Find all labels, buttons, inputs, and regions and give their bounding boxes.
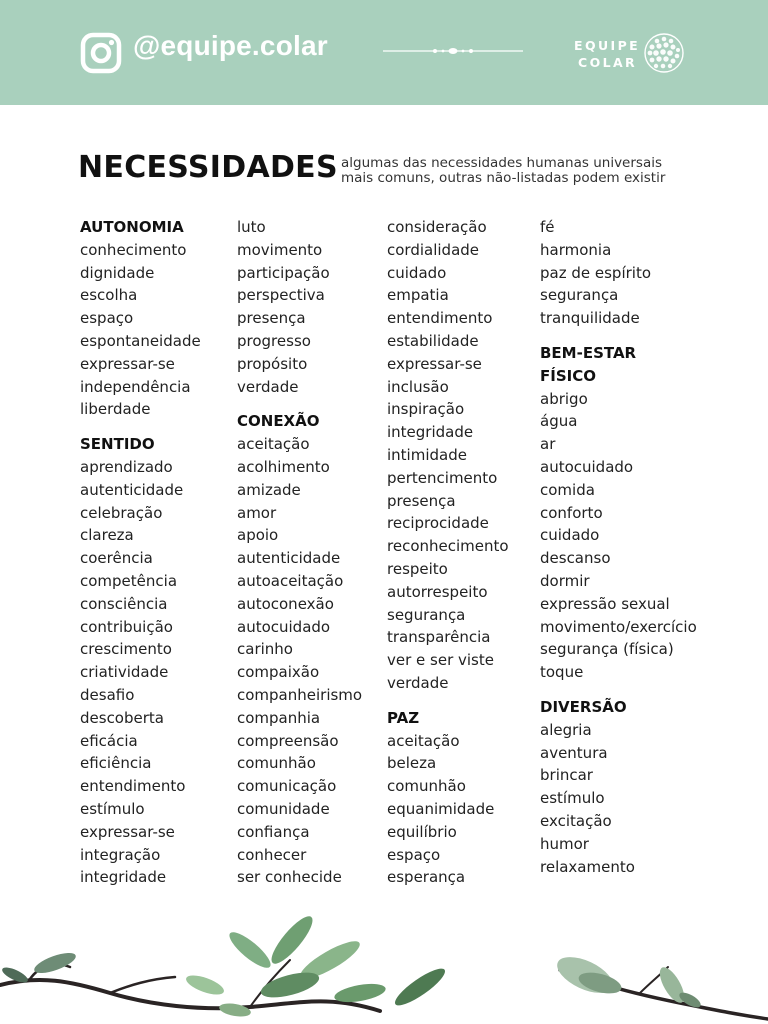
need-item: eficiência	[80, 754, 152, 773]
need-item: excitação	[540, 811, 612, 830]
need-item: fé	[540, 218, 555, 236]
needs-column-3	[387, 216, 509, 889]
subtitle-line-1: algumas das necessidades humanas universais	[341, 155, 663, 171]
foliage-decoration	[0, 915, 768, 1024]
need-item: integridade	[80, 868, 167, 887]
need-item: reconhecimento	[387, 537, 509, 556]
need-item: companheirismo	[237, 685, 363, 704]
need-item: descoberta	[80, 708, 164, 727]
need-item: pertencimento	[387, 468, 498, 487]
need-item: harmonia	[540, 240, 612, 259]
need-item: celebração	[80, 503, 163, 522]
need-item: dormir	[540, 571, 590, 590]
need-item: perspectiva	[237, 286, 325, 305]
need-item: compaixão	[237, 663, 320, 682]
need-item: verdade	[237, 377, 299, 396]
ornament-divider-icon	[383, 44, 523, 58]
need-item: comida	[540, 480, 595, 499]
need-item: crescimento	[80, 640, 172, 659]
need-item: companhia	[237, 708, 321, 727]
need-item: espaço	[387, 845, 441, 864]
need-item: escolha	[80, 286, 138, 305]
needs-column-4	[540, 216, 697, 878]
need-item: integração	[80, 845, 161, 864]
need-item: segurança (física)	[540, 640, 674, 659]
need-item: compreensão	[237, 731, 339, 750]
need-item: alegria	[540, 720, 592, 739]
need-item: expressar-se	[387, 354, 482, 373]
need-item: clareza	[80, 526, 134, 545]
section-title-autonomia: AUTONOMIA	[80, 218, 184, 236]
need-item: verdade	[387, 673, 449, 692]
header-band	[0, 0, 768, 105]
need-item: competência	[80, 571, 178, 590]
need-item: expressar-se	[80, 822, 175, 841]
need-item: brincar	[540, 766, 593, 785]
need-item: autenticidade	[237, 549, 341, 568]
right-leaves	[552, 950, 703, 1011]
need-item: autoaceitação	[237, 571, 344, 590]
need-item: cuidado	[540, 526, 600, 545]
need-item: expressão sexual	[540, 594, 670, 613]
section-title-diversao: DIVERSÃO	[540, 697, 627, 716]
need-item: luto	[237, 218, 266, 236]
need-item: liberdade	[80, 400, 151, 419]
need-item: movimento/exercício	[540, 617, 697, 636]
needs-column-1	[80, 216, 201, 889]
need-item: progresso	[237, 331, 311, 350]
need-item: toque	[540, 663, 584, 682]
need-item: abrigo	[540, 389, 588, 408]
needs-column-2	[237, 216, 362, 889]
instagram-handle[interactable]: @equipe.colar	[133, 30, 328, 61]
need-item: autorrespeito	[387, 582, 488, 601]
need-item: coerência	[80, 549, 153, 568]
need-item: movimento	[237, 240, 323, 259]
need-item: comunhão	[387, 777, 466, 796]
need-item: inclusão	[387, 377, 449, 396]
need-item: contribuição	[80, 617, 173, 636]
need-item: entendimento	[387, 309, 493, 328]
need-item: autocuidado	[540, 457, 634, 476]
need-item: expressar-se	[80, 354, 175, 373]
need-item: cuidado	[387, 263, 447, 282]
section-title-fisico: FÍSICO	[540, 366, 596, 385]
need-item: amor	[237, 503, 277, 522]
need-item: autenticidade	[80, 480, 184, 499]
need-item: estabilidade	[387, 331, 479, 350]
need-item: conhecimento	[80, 240, 187, 259]
section-title-bem-estar: BEM-ESTAR	[540, 343, 637, 362]
need-item: carinho	[237, 640, 293, 659]
need-item: estímulo	[540, 789, 605, 808]
need-item: desafio	[80, 685, 135, 704]
instagram-icon[interactable]	[80, 32, 122, 74]
need-item: integridade	[387, 423, 474, 442]
brand-logo-text	[574, 37, 640, 71]
brand-line-2: COLAR	[578, 55, 638, 70]
need-item: dignidade	[80, 263, 155, 282]
need-item: propósito	[237, 354, 308, 373]
need-item: amizade	[237, 480, 301, 499]
need-item: ar	[540, 435, 556, 454]
need-item: comunhão	[237, 754, 316, 773]
need-item: estímulo	[80, 799, 145, 818]
need-item: consciência	[80, 594, 168, 613]
need-item: aventura	[540, 743, 608, 762]
need-item: aceitação	[237, 435, 310, 454]
need-item: respeito	[387, 559, 448, 578]
need-item: espontaneidade	[80, 331, 201, 350]
need-item: beleza	[387, 754, 437, 773]
need-item: comunidade	[237, 799, 330, 818]
need-item: segurança	[387, 605, 466, 624]
need-item: criatividade	[80, 663, 169, 682]
section-title-conexao: CONEXÃO	[237, 412, 320, 431]
need-item: presença	[387, 491, 456, 510]
need-item: entendimento	[80, 777, 186, 796]
need-item: equanimidade	[387, 799, 495, 818]
need-item: eficácia	[80, 731, 138, 750]
need-item: paz de espírito	[540, 263, 651, 282]
need-item: humor	[540, 834, 589, 853]
need-item: espaço	[80, 309, 134, 328]
page-subtitle	[341, 156, 701, 186]
need-item: aceitação	[387, 731, 460, 750]
need-item: descanso	[540, 549, 611, 568]
need-item: transparência	[387, 628, 491, 647]
section-title-sentido: SENTIDO	[80, 435, 155, 454]
need-item: autocuidado	[237, 617, 331, 636]
need-item: inspiração	[387, 400, 465, 419]
need-item: comunicação	[237, 777, 337, 796]
need-item: autoconexão	[237, 594, 334, 613]
need-item: segurança	[540, 286, 619, 305]
globe-logo-icon	[643, 32, 685, 74]
need-item: esperança	[387, 868, 466, 887]
need-item: cordialidade	[387, 240, 480, 259]
page-title: NECESSIDADES	[78, 150, 338, 185]
need-item: relaxamento	[540, 857, 635, 876]
brand-line-1: EQUIPE	[574, 38, 641, 53]
need-item: conhecer	[237, 845, 307, 864]
need-item: participação	[237, 263, 330, 282]
need-item: independência	[80, 377, 191, 396]
need-item: intimidade	[387, 445, 467, 464]
need-item: consideração	[387, 218, 487, 236]
need-item: acolhimento	[237, 457, 330, 476]
need-item: equilíbrio	[387, 822, 457, 841]
need-item: empatia	[387, 286, 449, 305]
need-item: presença	[237, 309, 306, 328]
need-item: tranquilidade	[540, 309, 640, 328]
subtitle-line-2: mais comuns, outras não-listadas podem existir	[341, 170, 666, 186]
need-item: conforto	[540, 503, 603, 522]
section-title-paz: PAZ	[387, 708, 420, 727]
need-item: água	[540, 412, 578, 431]
need-item: confiança	[237, 822, 310, 841]
need-item: aprendizado	[80, 457, 173, 476]
need-item: reciprocidade	[387, 514, 489, 533]
need-item: ser conhecide	[237, 868, 342, 887]
need-item: apoio	[237, 526, 279, 545]
need-item: ver e ser viste	[387, 651, 494, 670]
